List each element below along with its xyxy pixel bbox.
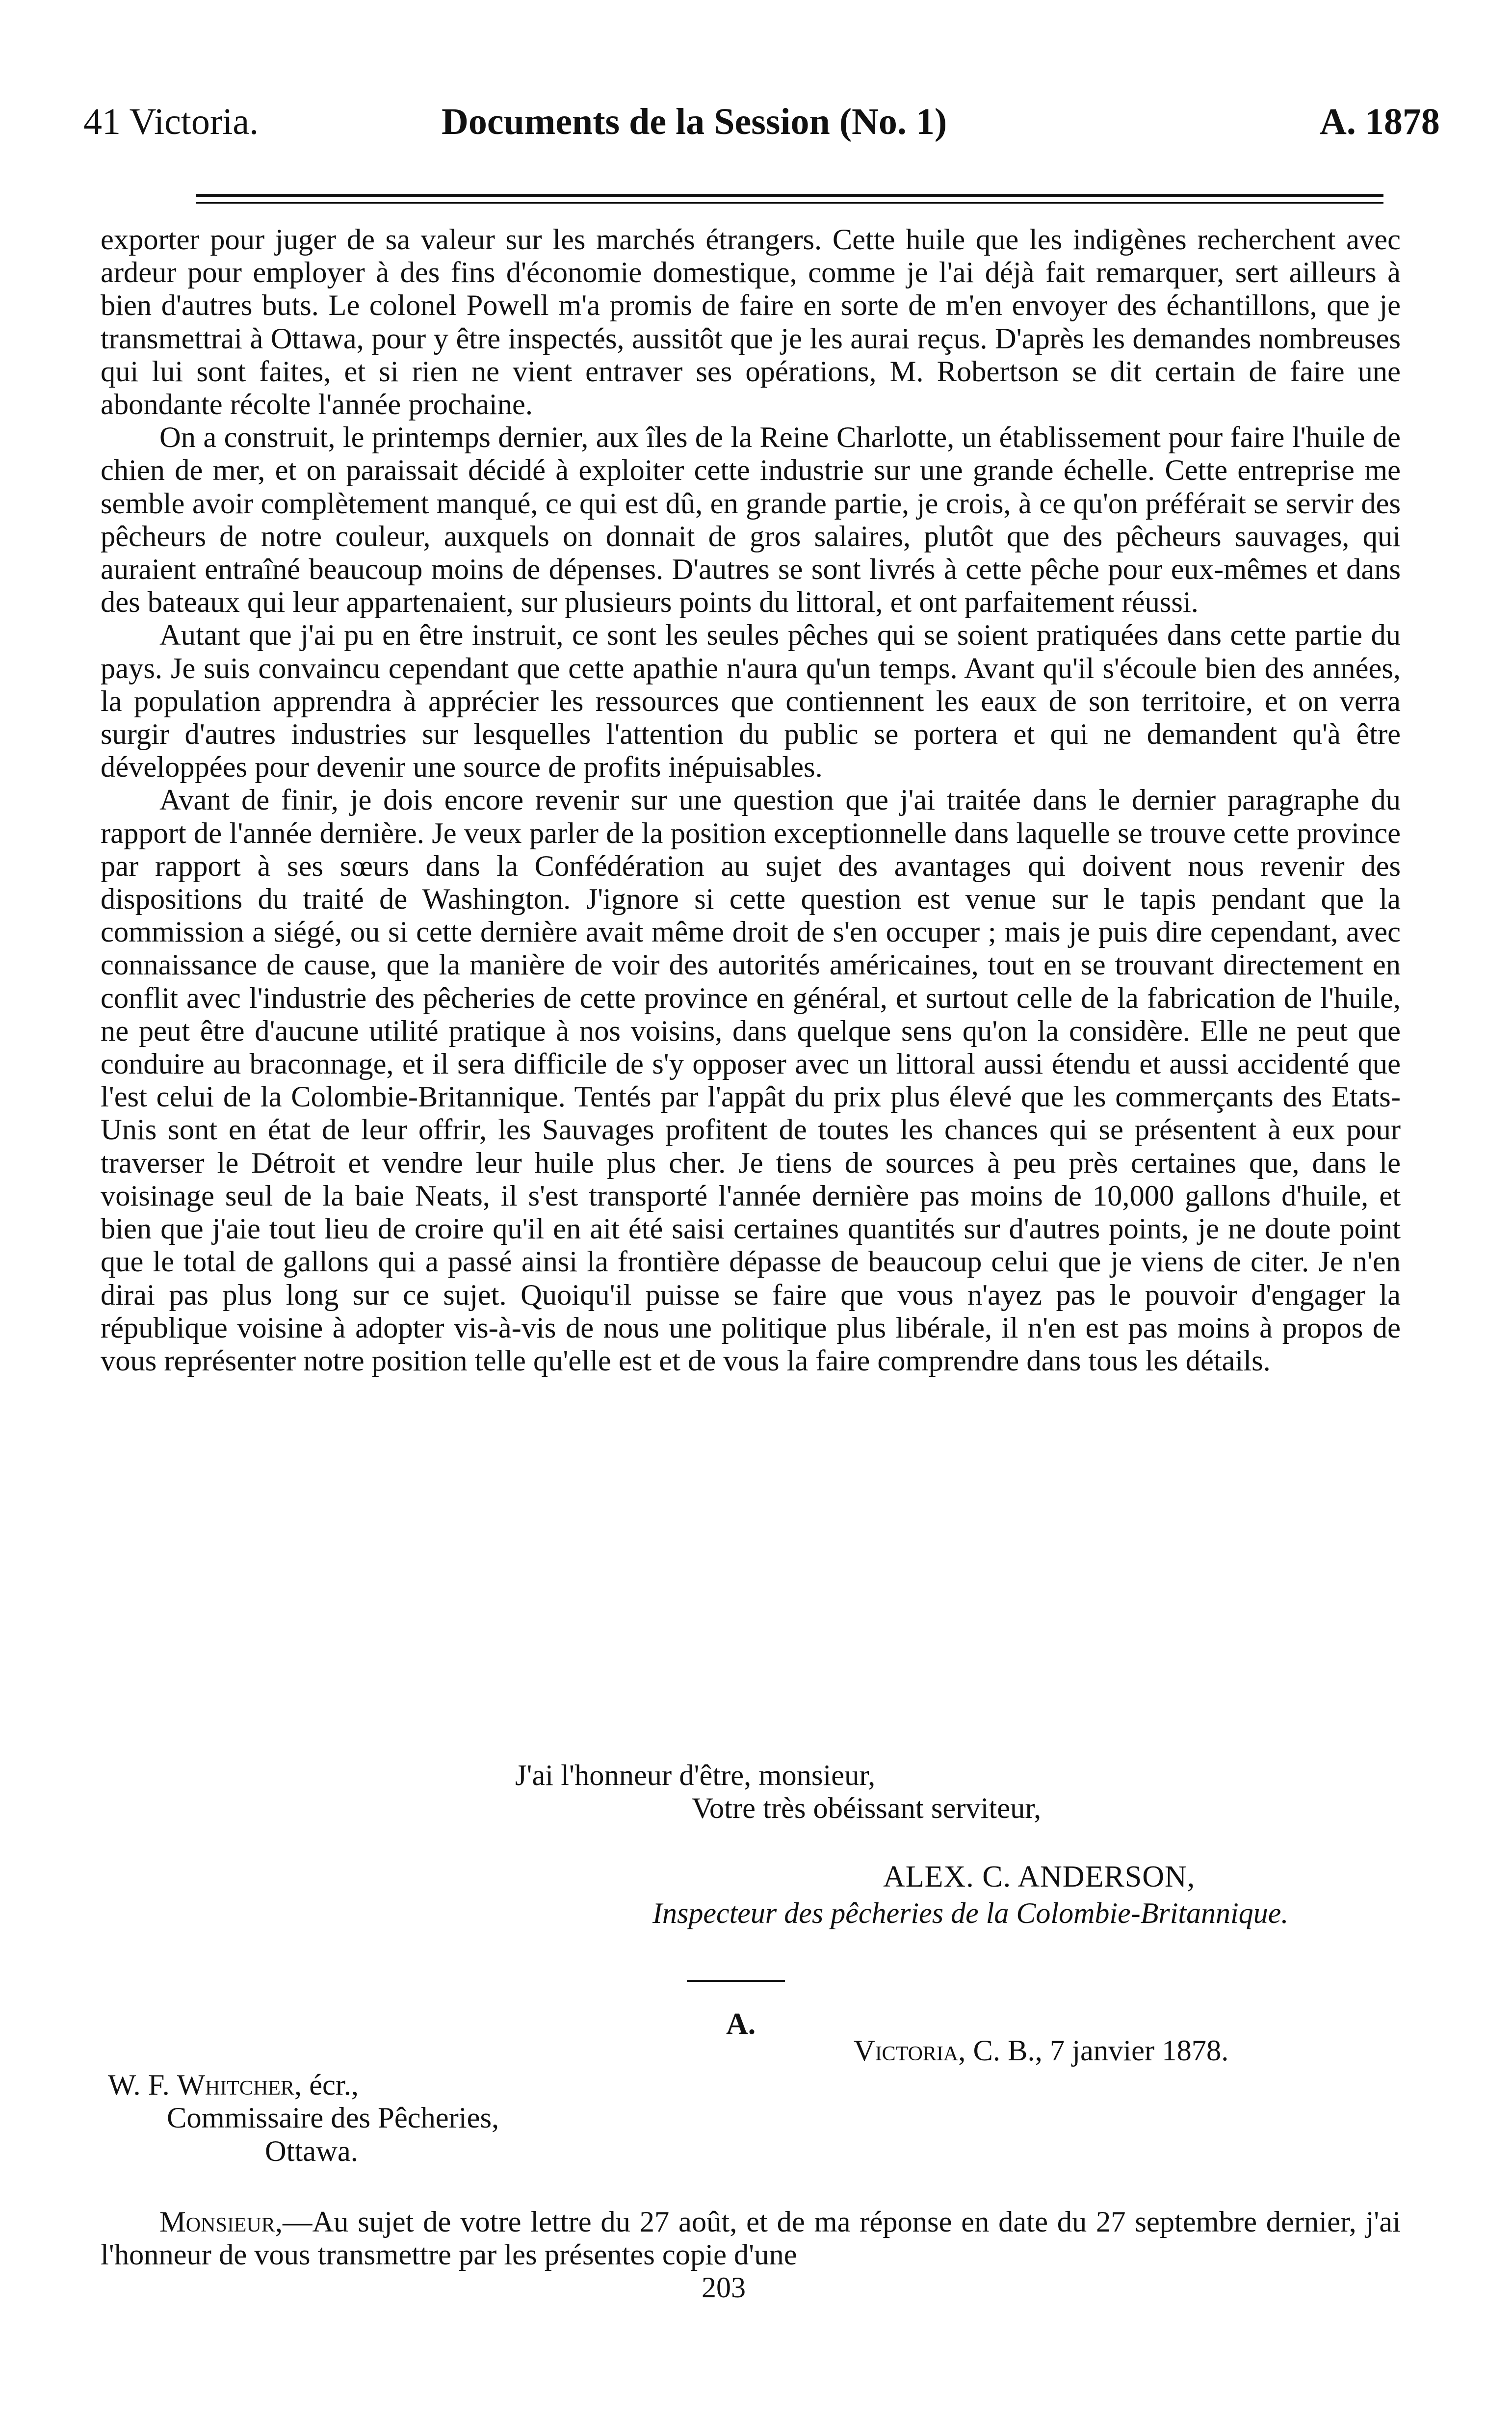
- closing-line-1: J'ai l'honneur d'être, monsieur,: [515, 1759, 876, 1792]
- salutation-word: Monsieur: [159, 2206, 275, 2238]
- place-date-city: Victoria: [854, 2034, 959, 2067]
- place-date: [854, 2034, 1228, 2068]
- addressee-line-3: Ottawa.: [265, 2135, 358, 2168]
- salutation-paragraph: [101, 2206, 1401, 2271]
- paragraph-2: On a construit, le printemps dernier, aux îles de la Reine Charlotte, un établissement pour faire l'huile de chien de mer, et on paraissait décidé à exploiter cette industrie sur une grande échelle. Cette entreprise me semble avoir complètement manqué, ce qui est dû, en grande partie, je crois, à ce qu'on préférait se servir des pêcheurs de notre couleur, auxquels on donnait de gros salaires, plutôt que des pêcheurs sauvages, qui auraient entraîné beaucoup moins de dépenses. D'autres se sont livrés à cette pêche pour eux-mêmes et dans des bateaux qui leur appartenaient, sur plusieurs points du littoral, et ont parfaitement réussi.: [101, 421, 1401, 619]
- header-year: A. 1878: [1320, 101, 1440, 142]
- page-header: [0, 101, 1512, 155]
- header-rule-thick: [196, 194, 1383, 197]
- header-title: Documents de la Session (No. 1): [442, 101, 947, 142]
- enclosure-marker: A.: [726, 2007, 756, 2041]
- salutation-text: ,—Au sujet de votre lettre du 27 août, et de ma réponse en date du 27 septembre dernier, j'ai l'honneur de vous transmettre par les présentes copie d'une: [101, 2206, 1401, 2271]
- addressee-suffix: , écr.,: [294, 2069, 359, 2102]
- place-date-rest: , C. B., 7 janvier 1878.: [958, 2034, 1229, 2067]
- paragraph-1: exporter pour juger de sa valeur sur les marchés étrangers. Cette huile que les indigènes recherchent avec ardeur pour employer à des fins d'économie domestique, comme je l'ai déjà fait remarquer, sert ailleurs à bien d'autres buts. Le colonel Powell m'a promis de faire en sorte de m'en envoyer des échantillons, que je transmettrai à Ottawa, pour y être inspectés, aussitôt que je les aurai reçus. D'après les demandes nombreuses qui lui sont faites, et si rien ne vient entraver ses opérations, M. Robertson se dit certain de faire une abondante récolte l'année prochaine.: [101, 223, 1401, 421]
- paragraph-3: Autant que j'ai pu en être instruit, ce sont les seules pêches qui se soient pratiquées dans cette partie du pays. Je suis convaincu cependant que cette apathie n'aura qu'un temps. Avant qu'il s'écoule bien des années, la population apprendra à apprécier les ressources que contiennent les eaux de son territoire, et on verra surgir d'autres industries sur lesquelles l'attention du public se portera et qui ne demandent qu'à être développées pour devenir une source de profits inépuisables.: [101, 619, 1401, 784]
- signature-title: Inspecteur des pêcheries de la Colombie-Britannique.: [652, 1897, 1289, 1929]
- addressee-initials: W. F.: [108, 2069, 177, 2102]
- signature-name: ALEX. C. ANDERSON,: [883, 1860, 1196, 1893]
- section-divider: [687, 1980, 785, 1982]
- paragraph-4: Avant de finir, je dois encore revenir sur une question que j'ai traitée dans le dernier paragraphe du rapport de l'année dernière. Je veux parler de la position exceptionnelle dans laquelle se trouve cette province par rapport à ses sœurs dans la Confédération au sujet des avantages qui doivent nous revenir des dispositions du traité de Washington. J'ignore si cette question est venue sur le tapis pendant que la commission a siégé, ou si cette dernière avait même droit de s'en occuper ; mais je puis dire cependant, avec connaissance de cause, que la manière de voir des autorités américaines, tout en se trouvant directement en conflit avec l'industrie des pêcheries de cette province en général, et surtout celle de la fabrication de l'huile, ne peut être d'aucune utilité pratique à nos voisins, dans quelque sens qu'on la considère. Elle ne peut que conduire au braconnage, et il sera difficile de s'y opposer avec un littoral aussi étendu et aussi accidenté que l'est celui de la Colombie-Britannique. Tentés par l'appât du prix plus élevé que les commerçants des Etats-Unis sont en état de leur offrir, les Sauvages profitent de toutes les chances qui se présentent à eux pour traverser le Détroit et vendre leur huile plus cher. Je tiens de sources à peu près certaines que, dans le voisinage seul de la baie Neats, il s'est transporté l'année dernière pas moins de 10,000 gallons d'huile, et bien que j'aie tout lieu de croire qu'il en ait été saisi certaines quantités sur d'autres points, je ne doute point que le total de gallons qui a passé ainsi la frontière dépasse de beaucoup celui que je viens de citer. Je n'en dirai pas plus long sur ce sujet. Quoiqu'il puisse se faire que vous n'ayez pas le pouvoir d'engager la république voisine à adopter vis-à-vis de nous une politique plus libérale, il n'en est pas moins à propos de vous représenter notre position telle qu'elle est et de vous la faire comprendre dans tous les détails.: [101, 784, 1401, 1377]
- header-rule-thin: [196, 202, 1383, 204]
- addressee-surname: Whitcher: [177, 2069, 294, 2102]
- page-number: 203: [702, 2271, 746, 2304]
- addressee-line-2: Commissaire des Pêcheries,: [167, 2102, 499, 2134]
- closing-line-2: Votre très obéissant serviteur,: [692, 1792, 1042, 1825]
- addressee-line-1: [108, 2068, 359, 2103]
- letter-body: [101, 223, 1401, 1377]
- header-volume: 41 Victoria.: [83, 101, 259, 142]
